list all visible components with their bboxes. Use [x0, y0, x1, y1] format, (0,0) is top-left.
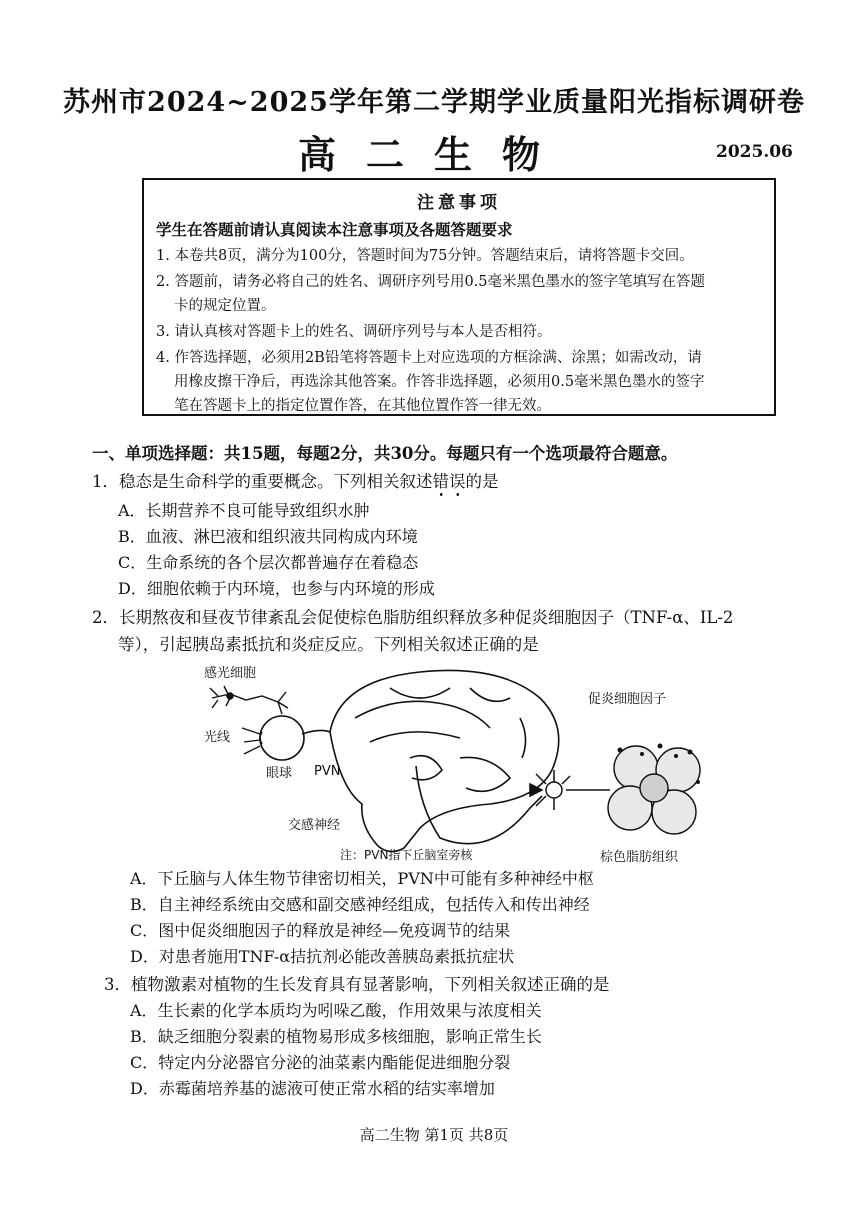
question-3-option-a: A．生长素的化学本质均为吲哚乙酸，作用效果与浓度相关 — [130, 1001, 542, 1020]
notice-title: 注意事项 — [417, 193, 501, 213]
emphasis-mark: 错误 — [433, 472, 466, 497]
question-3-option-b: B．缺乏细胞分裂素的植物易形成多核细胞，影响正常生长 — [130, 1027, 542, 1046]
label-sympathetic-nerve: 交感神经 — [288, 818, 341, 833]
question-3-option-c: C．特定内分泌器官分泌的油菜素内酯能促进细胞分裂 — [130, 1053, 511, 1072]
brain-illustration — [330, 670, 559, 851]
question-1-stem — [92, 468, 499, 492]
label-photoreceptor: 感光细胞 — [204, 666, 257, 681]
notice-item: 1. 本卷共8页，满分为100分，答题时间为75分钟。答题结束后，请将答题卡交回。 — [156, 248, 694, 264]
question-2-figure — [190, 658, 710, 864]
notice-item: 卡的规定位置。 — [174, 298, 276, 314]
question-3-option-d: D．赤霉菌培养基的滤液可使正常水稻的结实率增加 — [130, 1079, 495, 1098]
notice-box — [142, 178, 776, 416]
question-2-option-c: C．图中促炎细胞因子的释放是神经—免疫调节的结果 — [130, 921, 511, 940]
question-1-option-d: D．细胞依赖于内环境，也参与内环境的形成 — [118, 579, 435, 598]
neuron-illustration — [530, 770, 570, 810]
photoreceptor-illustration — [210, 686, 288, 714]
question-2-option-b: B．自主神经系统由交感和副交感神经组成，包括传入和传出神经 — [130, 895, 590, 914]
label-proinflammatory-cytokines: 促炎细胞因子 — [588, 692, 667, 707]
question-2-stem-line1: 2．长期熬夜和昼夜节律紊乱会促使棕色脂肪组织释放多种促炎细胞因子（TNF-α、IL-2 — [92, 608, 734, 627]
label-eyeball: 眼球 — [266, 766, 293, 781]
exam-date: 2025.06 — [716, 142, 793, 162]
sympathetic-pathway — [416, 766, 610, 844]
light-rays-illustration — [242, 728, 260, 754]
notice-intro: 学生在答题前请认真阅读本注意事项及各题答题要求 — [156, 220, 513, 239]
notice-item: 3. 请认真核对答题卡上的姓名、调研序列号与本人是否相符。 — [156, 324, 552, 340]
question-2-option-d: D．对患者施用TNF-α拮抗剂必能改善胰岛素抵抗症状 — [130, 947, 515, 966]
question-2-stem-line2: 等），引起胰岛素抵抗和炎症反应。下列相关叙述正确的是 — [118, 635, 539, 654]
question-1-stem-end: 的是 — [465, 472, 499, 491]
question-1-option-c: C．生命系统的各个层次都普遍存在着稳态 — [118, 553, 419, 572]
notice-item: 用橡皮擦干净后，再选涂其他答案。作答非选择题，必须用0.5毫米黑色墨水的签字 — [174, 374, 705, 390]
eyeball-illustration — [260, 716, 330, 760]
figure-note: 注：PVN指下丘脑室旁核 — [340, 848, 473, 862]
label-brown-fat: 棕色脂肪组织 — [600, 850, 679, 865]
question-2-option-a: A．下丘脑与人体生物节律密切相关，PVN中可能有多种神经中枢 — [130, 869, 594, 888]
notice-item: 2. 答题前，请务必将自己的姓名、调研序列号用0.5毫米黑色墨水的签字笔填写在答题 — [156, 274, 706, 290]
page-footer: 高二生物 第1页 共8页 — [359, 1126, 509, 1144]
label-light: 光线 — [204, 730, 231, 745]
notice-item: 4. 作答选择题，必须用2B铅笔将答题卡上对应选项的方框涂满、涂黑；如需改动，请 — [156, 350, 702, 366]
label-pvn: PVN — [314, 764, 341, 779]
subject-title: 高二生物 — [297, 132, 570, 177]
exam-title: 苏州市2024~2025学年第二学期学业质量阳光指标调研卷 — [63, 87, 805, 118]
notice-item: 笔在答题卡上的指定位置作答，在其他位置作答一律无效。 — [174, 398, 551, 414]
question-3-stem: 3．植物激素对植物的生长发育具有显著影响，下列相关叙述正确的是 — [104, 975, 610, 994]
brown-fat-illustration — [608, 746, 700, 834]
question-1-stem-text: 1．稳态是生命科学的重要概念。下列相关叙述 — [92, 472, 433, 491]
question-1-option-a: A．长期营养不良可能导致组织水肿 — [118, 501, 370, 520]
section-heading: 一、单项选择题：共15题，每题2分，共30分。每题只有一个选项最符合题意。 — [92, 444, 678, 463]
question-1-option-b: B．血液、淋巴液和组织液共同构成内环境 — [118, 527, 418, 546]
